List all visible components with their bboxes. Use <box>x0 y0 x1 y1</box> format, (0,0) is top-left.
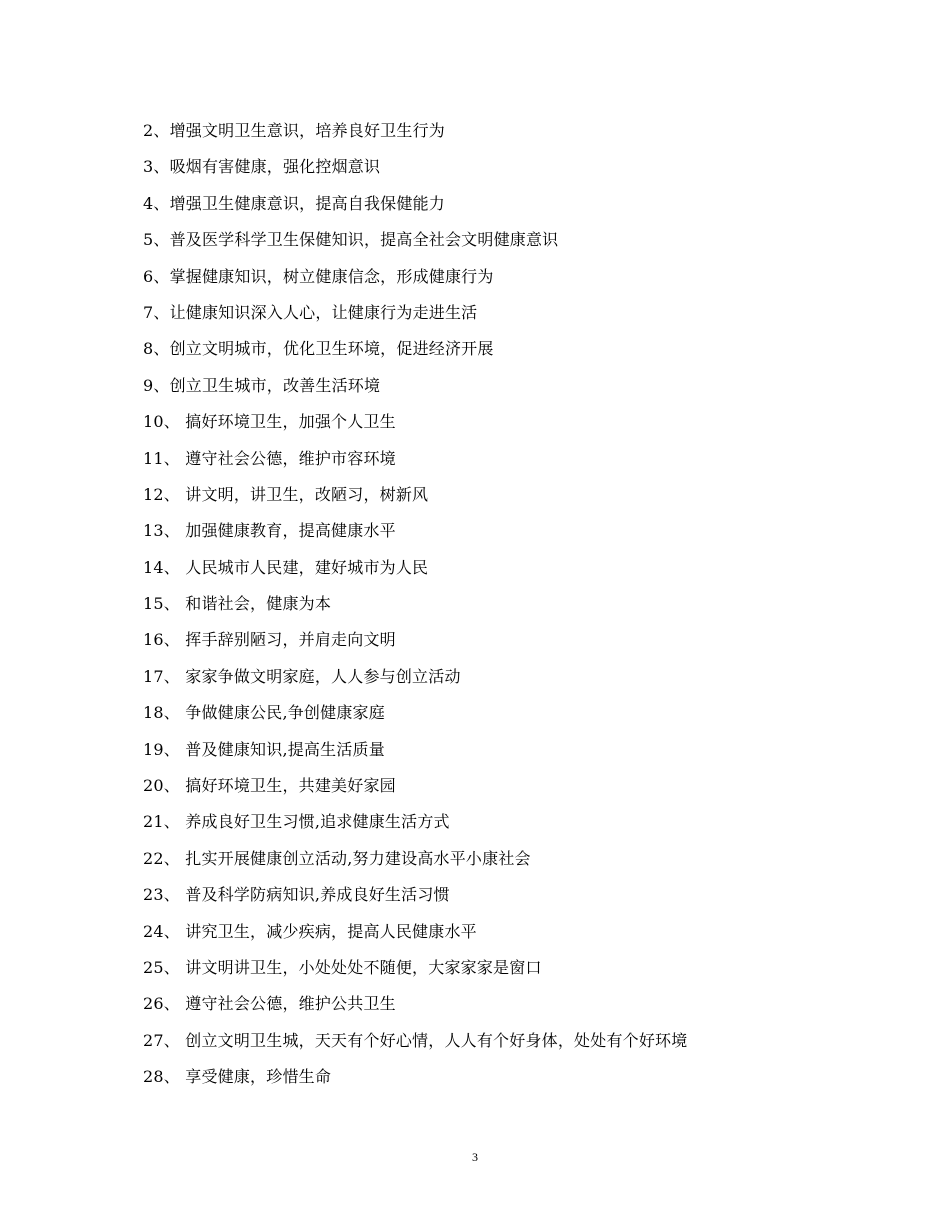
list-item: 2、增强文明卫生意识，培养良好卫生行为 <box>143 121 445 140</box>
list-item: 4、增强卫生健康意识，提高自我保健能力 <box>143 193 445 213</box>
list-item: 23、 普及科学防病知识,养成良好生活习惯 <box>143 885 450 905</box>
list-item: 28、 享受健康，珍惜生命 <box>143 1067 332 1087</box>
page-number: 3 <box>472 1150 478 1164</box>
list-item: 8、创立文明城市，优化卫生环境，促进经济开展 <box>143 339 494 359</box>
list-item: 3、吸烟有害健康，强化控烟意识 <box>143 157 381 177</box>
list-item: 9、创立卫生城市，改善生活环境 <box>143 375 381 395</box>
list-item: 13、 加强健康教育，提高健康水平 <box>143 521 396 541</box>
list-item: 14、 人民城市人民建，建好城市为人民 <box>143 557 429 577</box>
slogan-list <box>143 116 883 1099</box>
list-item: 17、 家家争做文明家庭，人人参与创立活动 <box>143 666 461 686</box>
list-item: 21、 养成良好卫生习惯,追求健康生活方式 <box>143 812 450 832</box>
list-item: 10、 搞好环境卫生，加强个人卫生 <box>143 412 396 432</box>
list-item: 26、 遵守社会公德，维护公共卫生 <box>143 994 396 1014</box>
list-item: 18、 争做健康公民,争创健康家庭 <box>143 703 385 723</box>
list-item: 20、 搞好环境卫生，共建美好家园 <box>143 776 396 796</box>
list-item: 16、 挥手辞别陋习，并肩走向文明 <box>143 630 396 650</box>
list-item: 5、普及医学科学卫生保健知识，提高全社会文明健康意识 <box>143 230 559 250</box>
list-item: 15、 和谐社会，健康为本 <box>143 594 332 614</box>
list-item: 7、让健康知识深入人心，让健康行为走进生活 <box>143 302 478 322</box>
list-item: 11、 遵守社会公德，维护市容环境 <box>143 448 396 468</box>
list-item: 12、 讲文明，讲卫生，改陋习，树新风 <box>143 484 429 504</box>
list-item: 24、 讲究卫生，减少疾病，提高人民健康水平 <box>143 921 477 941</box>
list-item: 22、 扎实开展健康创立活动,努力建设高水平小康社会 <box>143 848 531 868</box>
list-item: 6、掌握健康知识，树立健康信念，形成健康行为 <box>143 266 494 286</box>
list-item: 27、 创立文明卫生城，天天有个好心情，人人有个好身体，处处有个好环境 <box>143 1030 688 1050</box>
list-item: 19、 普及健康知识,提高生活质量 <box>143 739 385 759</box>
list-item: 25、 讲文明讲卫生，小处处处不随便，大家家家是窗口 <box>143 957 542 977</box>
